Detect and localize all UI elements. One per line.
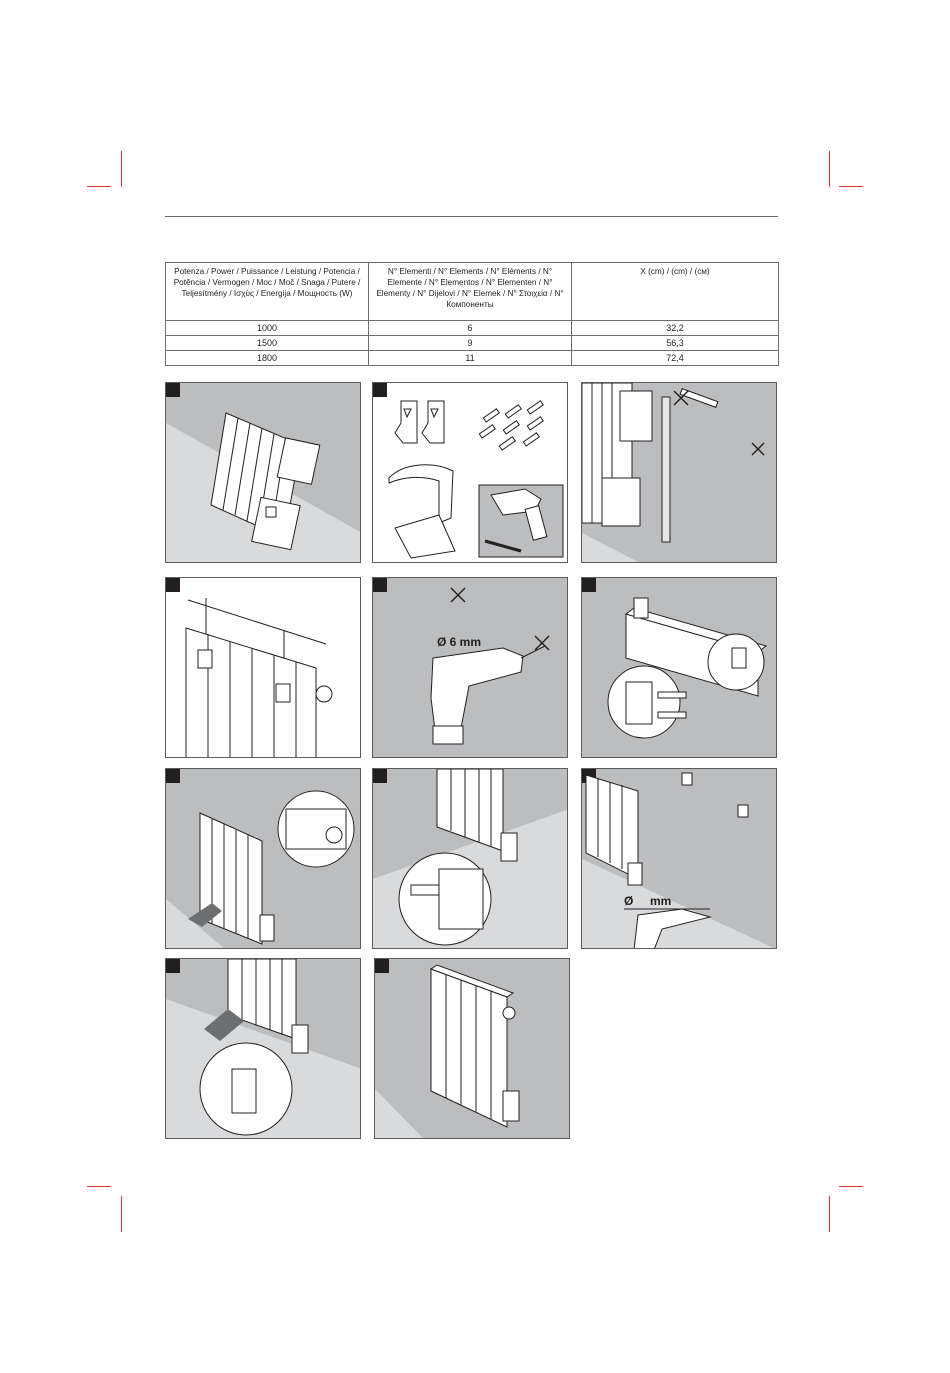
drill-symbol-label: Ø — [624, 894, 634, 908]
crop-mark-top-left-horizontal — [87, 186, 111, 187]
header-x: X (cm) / (cm) / (см) — [572, 263, 779, 321]
cell-x: 72,4 — [572, 351, 779, 366]
spec-table — [165, 262, 779, 366]
table-row — [166, 321, 779, 336]
drill-unit-label: mm — [650, 894, 672, 908]
crop-mark-top-right-horizontal — [839, 186, 863, 187]
cell-x: 32,2 — [572, 321, 779, 336]
radiator-installed-illustration — [375, 959, 570, 1139]
cell-elements: 11 — [369, 351, 572, 366]
crop-mark-bottom-right-horizontal — [839, 1186, 863, 1187]
kit-contents-illustration — [373, 383, 568, 563]
step-panel-2 — [372, 382, 568, 563]
table-row — [166, 336, 779, 351]
step-panel-3 — [581, 382, 777, 563]
cell-elements: 9 — [369, 336, 572, 351]
crop-mark-top-left-vertical — [121, 151, 122, 187]
crop-mark-bottom-right-vertical — [829, 1196, 830, 1232]
cell-power: 1500 — [166, 336, 369, 351]
header-power: Potenza / Power / Puissance / Leistung / Potencia / Potência / Vermogen / Moc / Moč / Snaga / Putere / Teljesítmény / Ισχύς / Energija / Мощность (W) — [166, 263, 369, 321]
step-panel-4 — [165, 577, 361, 758]
crop-mark-bottom-left-vertical — [121, 1196, 122, 1232]
step-panel-10 — [165, 958, 361, 1139]
header-rule — [165, 216, 778, 217]
table-header-row — [166, 263, 779, 321]
cell-power: 1800 — [166, 351, 369, 366]
bracket-position-illustration — [166, 578, 361, 758]
step-panel-7 — [165, 768, 361, 949]
header-elements: N° Elementi / N° Elements / N° Eléments / N° Elemente / N° Elementos / N° Elementen / N° Elementy / N° Dijelovi / N° Elemek / N° Στοιχεία / N° Компоненты — [369, 263, 572, 321]
table-row — [166, 351, 779, 366]
cell-power: 1000 — [166, 321, 369, 336]
bracket-lock-illustration — [373, 769, 568, 949]
step-panel-6 — [581, 577, 777, 758]
drilling-illustration — [373, 578, 568, 758]
crop-mark-bottom-left-horizontal — [87, 1186, 111, 1187]
step-panel-8 — [372, 768, 568, 949]
step-panel-5 — [372, 577, 568, 758]
radiator-removal-drilling-illustration — [582, 769, 777, 949]
radiator-refit-illustration — [166, 959, 361, 1139]
step-panel-1 — [165, 382, 361, 563]
cell-x: 56,3 — [572, 336, 779, 351]
step-panel-11 — [374, 958, 570, 1139]
radiator-hanging-illustration — [166, 769, 361, 949]
wall-marking-illustration — [582, 383, 777, 563]
cell-elements: 6 — [369, 321, 572, 336]
drill-size-label: Ø 6 mm — [437, 635, 482, 649]
bracket-fixing-illustration — [582, 578, 777, 758]
crop-mark-top-right-vertical — [829, 151, 830, 187]
radiator-unpacked-illustration — [166, 383, 361, 563]
step-panel-9 — [581, 768, 777, 949]
